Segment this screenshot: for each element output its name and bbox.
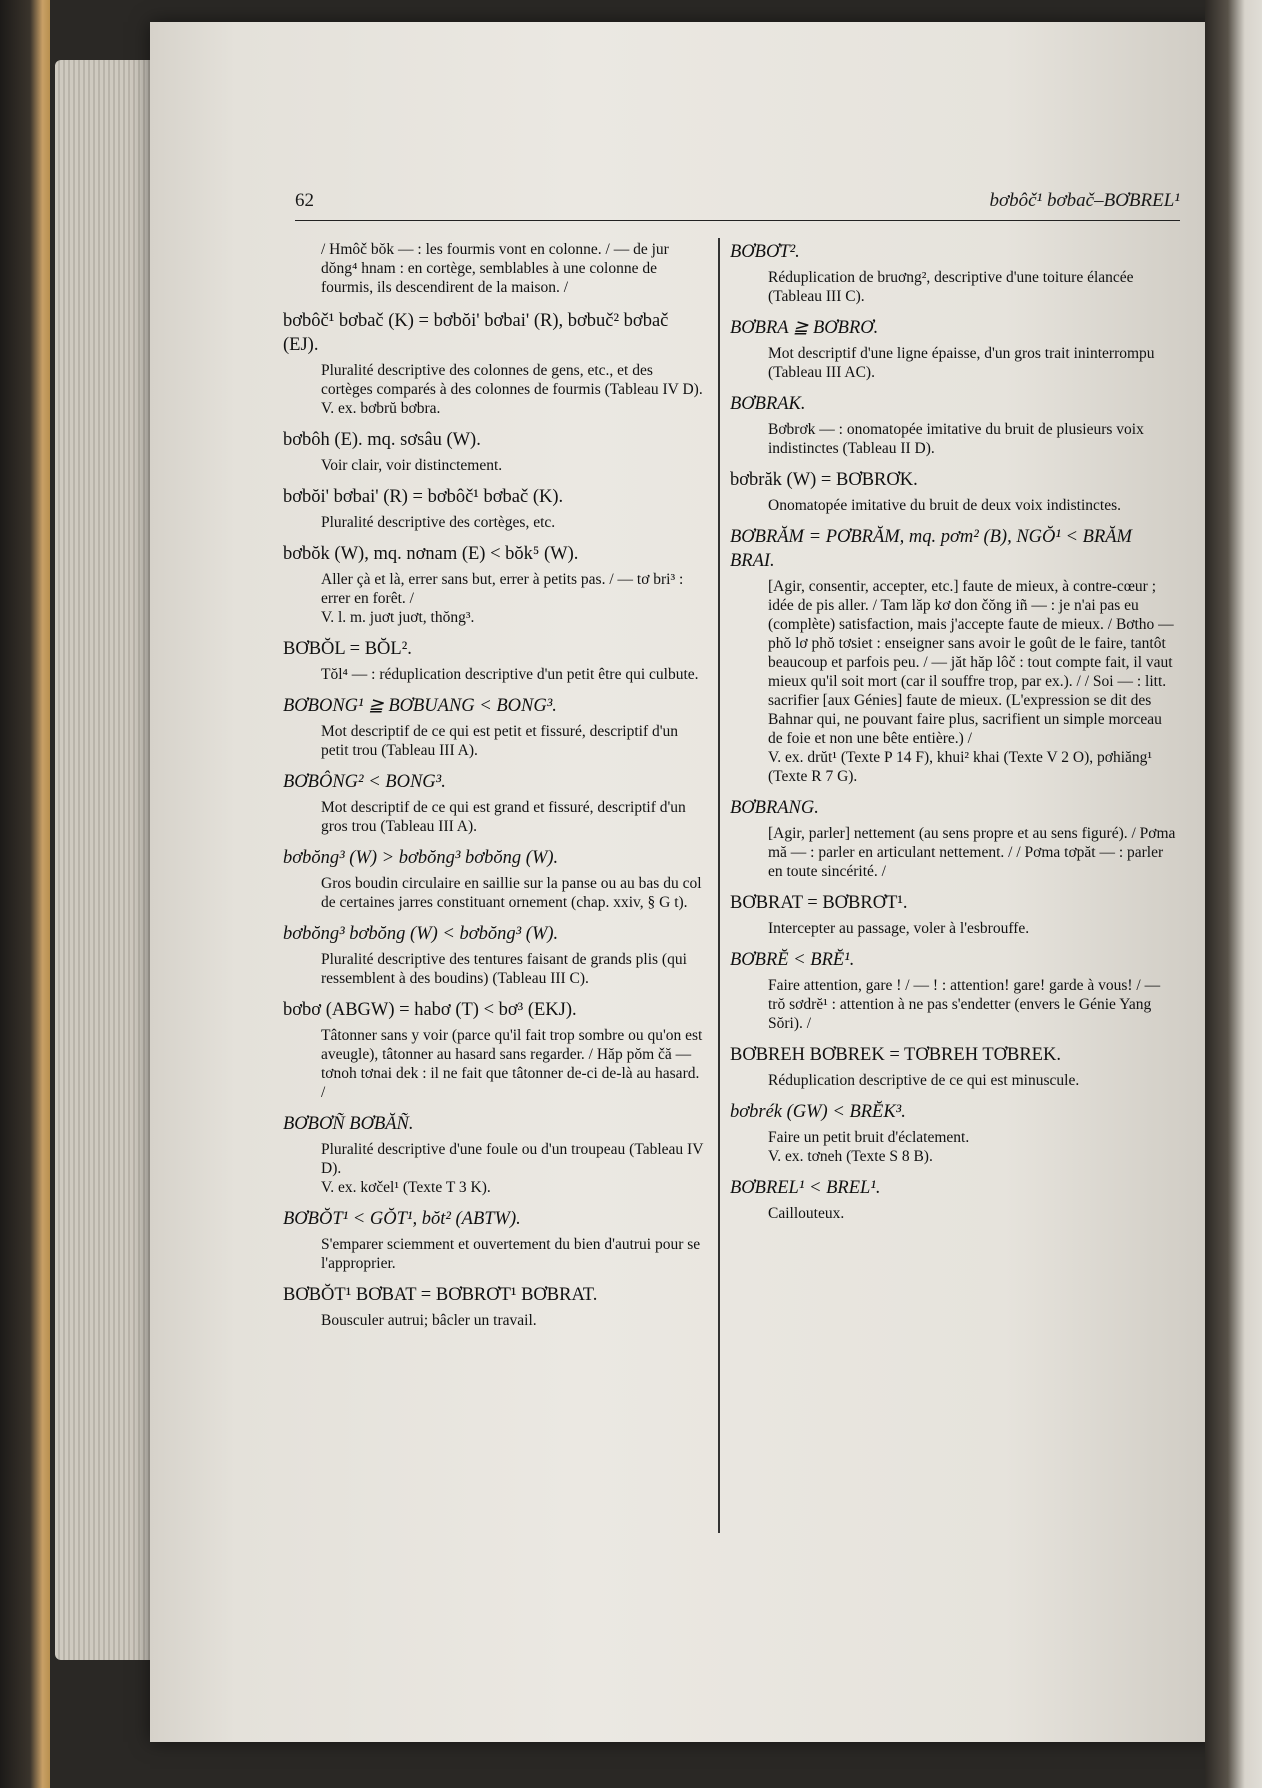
dictionary-entry xyxy=(730,525,1180,786)
entry-headword: bơbŏng³ bơbŏng (W) < bơbŏng³ (W). xyxy=(283,924,559,944)
dictionary-entry xyxy=(283,309,705,418)
entry-headword: BƠBƠÑ BƠBĂÑ. xyxy=(283,1114,414,1134)
dictionary-entry xyxy=(283,998,705,1102)
dictionary-entry xyxy=(730,316,1180,382)
entry-definition: Réduplication descriptive de ce qui est minuscule. xyxy=(768,1072,1080,1089)
entry-definition: Mot descriptif d'une ligne épaisse, d'un gros trait ininterrompu (Tableau III AC). xyxy=(768,345,1155,381)
dictionary-entry xyxy=(283,770,705,836)
right-column xyxy=(730,240,1180,1233)
entry-headword: BƠBƠT². xyxy=(730,242,800,262)
dictionary-entry xyxy=(730,1043,1180,1090)
entry-headword: bơbŏi' bơbai' (R) = bơbôč¹ bơbač (K). xyxy=(283,487,564,507)
dictionary-entry xyxy=(730,240,1180,306)
entry-definition: Pluralité descriptive des tentures faisant de grands plis (qui ressemblent à des boudins) (Tableau III C). xyxy=(321,951,687,987)
dictionary-entry xyxy=(730,468,1180,515)
dictionary-entry xyxy=(730,948,1180,1033)
entry-headword: bơbrăk (W) = BƠBRƠK. xyxy=(730,470,918,490)
entry-continuation: / Hmôč bŏk — : les fourmis vont en colonne. / — de jur dŏng⁴ hnam : en cortège, semblables à une colonne de fourmis, ils descendirent de la maison. / xyxy=(321,241,669,296)
entry-headword: BƠBŎT¹ < GŎT¹, bŏt² (ABTW). xyxy=(283,1209,521,1229)
entry-example: V. l. m. juơt juơt, thŏng³. xyxy=(321,609,475,626)
dictionary-entry xyxy=(730,1100,1180,1166)
entry-definition: [Agir, consentir, accepter, etc.] faute de mieux, à contre-cœur ; idée de pis aller. / Tam lăp kơ don čŏng iñ — : je n'ai pas eu (complète) satisfaction, mais j'accepte faute de mieux. / Bơtho — phŏ lơ phŏ tơsiet : enseigner sans avoir le goût de le faire, tantôt beaucoup et parfois peu. / — jăt hăp lôč : tout compte fait, il vaut mieux qu'il soit mort (car il souffre trop, par ex.). / / Soi — : litt. sacrifier [aux Génies] faute de mieux. (L'expression se dit des Bahnar qui, ne pouvant faire plus, sacrifient un simple morceau de foie et non une bête entière.) / xyxy=(768,578,1174,747)
entry-headword: BƠBRAK. xyxy=(730,394,806,414)
entry-definition: Gros boudin circulaire en saillie sur la panse ou au bas du col de certaines jarres constituant ornement (chap. xxiv, § G t). xyxy=(321,875,702,911)
entry-example: V. ex. bơbrŭ bơbra. xyxy=(321,400,441,417)
entry-headword: bơbŏng³ (W) > bơbŏng³ bơbŏng (W). xyxy=(283,848,559,868)
running-head: bơbôč¹ bơbač–BƠBREL¹ xyxy=(989,190,1180,211)
entry-definition: Intercepter au passage, voler à l'esbrouffe. xyxy=(768,920,1030,937)
dictionary-entry xyxy=(283,240,705,297)
entry-headword: BƠBRA ≧ BƠBRƠ. xyxy=(730,318,879,338)
dictionary-entry xyxy=(730,1176,1180,1223)
entry-headword: BƠBŎT¹ BƠBAT = BƠBRƠT¹ BƠBRAT. xyxy=(283,1285,598,1305)
entry-headword: bơbôč¹ bơbač (K) = bơbŏi' bơbai' (R), bơbuč² bơbač (EJ). xyxy=(283,311,669,355)
entry-headword: BƠBŎL = BŎL². xyxy=(283,639,412,659)
entry-headword: bơbơ (ABGW) = habơ (T) < bơ³ (EKJ). xyxy=(283,1000,577,1020)
entry-definition: Mot descriptif de ce qui est grand et fissuré, descriptif d'un gros trou (Tableau III A). xyxy=(321,799,686,835)
dictionary-entry xyxy=(730,796,1180,881)
dictionary-entry xyxy=(283,637,705,684)
entry-definition: Mot descriptif de ce qui est petit et fissuré, descriptif d'un petit trou (Tableau III A). xyxy=(321,723,679,759)
entry-example: V. ex. tơneh (Texte S 8 B). xyxy=(768,1148,933,1165)
entry-definition: Pluralité descriptive des cortèges, etc. xyxy=(321,514,556,531)
dictionary-entry xyxy=(730,891,1180,938)
dictionary-entry xyxy=(283,922,705,988)
entry-definition: Pluralité descriptive d'une foule ou d'un troupeau (Tableau IV D). xyxy=(321,1141,704,1177)
entry-definition: Tâtonner sans y voir (parce qu'il fait trop sombre ou qu'on est aveugle), tâtonner au hasard sans regarder. / Hăp pŏm čă — tơnoh tơnai dek : il ne fait que tâtonner de-ci de-là au hasard. / xyxy=(321,1027,703,1101)
book-gutter xyxy=(1205,0,1262,1788)
entry-headword: BƠBRANG. xyxy=(730,798,819,818)
dictionary-entry xyxy=(283,542,705,627)
dictionary-entry xyxy=(283,694,705,760)
entry-definition: [Agir, parler] nettement (au sens propre et au sens figuré). / Pơma mă — : parler en articulant nettement. / / Pơma tơpăt — : parler en toute sincérité. / xyxy=(768,825,1176,880)
left-column xyxy=(283,240,705,1340)
entry-definition: Bousculer autrui; bâcler un travail. xyxy=(321,1312,537,1329)
entry-headword: BƠBREH BƠBREK = TƠBREH TƠBREK. xyxy=(730,1045,1061,1065)
entry-definition: Pluralité descriptive des colonnes de gens, etc., et des cortèges comparés à des colonnes de fourmis (Tableau IV D). xyxy=(321,362,703,398)
entry-definition: Voir clair, voir distinctement. xyxy=(321,457,503,474)
entry-definition: Faire attention, gare ! / — ! : attention! gare! garde à vous! / — trŏ sơdrĕ¹ : attention à ne pas s'endetter (envers le Génie Yang Sŏri). / xyxy=(768,977,1161,1032)
entry-headword: bơbrék (GW) < BRĔK³. xyxy=(730,1102,906,1122)
dictionary-entry xyxy=(283,846,705,912)
entry-definition: S'emparer sciemment et ouvertement du bien d'autrui pour se l'approprier. xyxy=(321,1236,701,1272)
entry-headword: bơbôh (E). mq. sơsâu (W). xyxy=(283,430,481,450)
dictionary-entry xyxy=(283,1112,705,1197)
dictionary-entry xyxy=(283,1207,705,1273)
entry-definition: Tŏl⁴ — : réduplication descriptive d'un petit être qui culbute. xyxy=(321,666,699,683)
page-stack xyxy=(55,60,165,1660)
dictionary-entry xyxy=(283,428,705,475)
dictionary-entry xyxy=(283,485,705,532)
entry-headword: BƠBRĔ < BRĔ¹. xyxy=(730,950,855,970)
dictionary-entry xyxy=(283,1283,705,1330)
entry-headword: bơbŏk (W), mq. nơnam (E) < bŏk⁵ (W). xyxy=(283,544,579,564)
dictionary-entry xyxy=(730,392,1180,458)
entry-headword: BƠBÔNG² < BONG³. xyxy=(283,772,446,792)
entry-example: V. ex. kơčel¹ (Texte T 3 K). xyxy=(321,1179,491,1196)
entry-definition: Réduplication de bruơng², descriptive d'une toiture élancée (Tableau III C). xyxy=(768,269,1134,305)
entry-definition: Onomatopée imitative du bruit de deux voix indistinctes. xyxy=(768,497,1121,514)
entry-headword: BƠBRAT = BƠBRƠT¹. xyxy=(730,893,908,913)
entry-example: V. ex. drŭt¹ (Texte P 14 F), khui² khai (Texte V 2 O), pơhiăng¹ (Texte R 7 G). xyxy=(768,749,1153,785)
page-header xyxy=(295,190,1180,221)
entry-headword: BƠBONG¹ ≧ BƠBUANG < BONG³. xyxy=(283,696,557,716)
entry-definition: Caillouteux. xyxy=(768,1205,845,1222)
entry-definition: Aller çà et là, errer sans but, errer à petits pas. / — tơ bri³ : errer en forêt. / xyxy=(321,571,684,607)
page-number: 62 xyxy=(295,190,314,211)
entry-definition: Faire un petit bruit d'éclatement. xyxy=(768,1129,970,1146)
entry-headword: BƠBREL¹ < BREL¹. xyxy=(730,1178,881,1198)
book-left-edge xyxy=(0,0,50,1788)
entry-headword: BƠBRĂM = PƠBRĂM, mq. pơm² (B), NGŎ¹ < BRĂM BRAI. xyxy=(730,527,1132,571)
column-rule xyxy=(718,238,720,1533)
entry-definition: Bơbrơk — : onomatopée imitative du bruit de plusieurs voix indistinctes (Tableau II D). xyxy=(768,421,1144,457)
